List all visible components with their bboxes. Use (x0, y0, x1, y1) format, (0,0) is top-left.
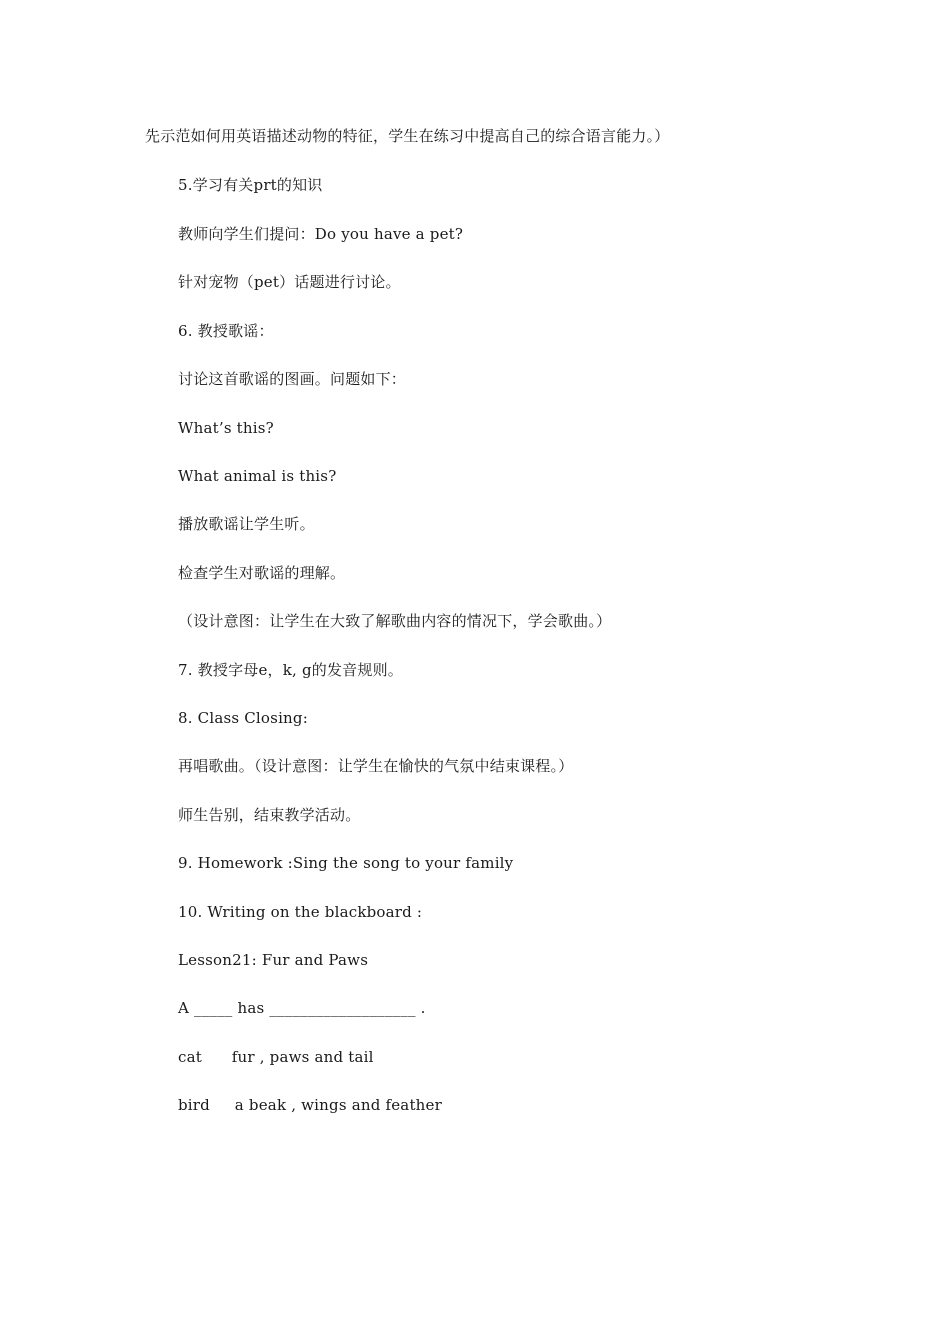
text-line-pet-discussion: 针对宠物（pet）话题进行讨论。 (178, 273, 401, 291)
text-line-question-2: What animal is this? (178, 467, 337, 485)
text-line-play-song: 播放歌谣让学生听。 (178, 515, 315, 533)
text-line-intro-continuation: 先示范如何用英语描述动物的特征，学生在练习中提高自己的综合语言能力。） (145, 127, 670, 145)
text-line-step-6: 6. 教授歌谣： (178, 322, 274, 340)
text-line-step-7: 7. 教授字母e，k, g的发音规则。 (178, 661, 403, 679)
text-line-step-8: 8. Class Closing: (178, 709, 308, 727)
text-line-lesson-title: Lesson21: Fur and Paws (178, 951, 369, 969)
text-line-step-5: 5.学习有关prt的知识 (178, 176, 323, 194)
text-line-design-intent-1: （设计意图：让学生在大致了解歌曲内容的情况下，学会歌曲。） (178, 612, 612, 630)
text-line-cat-example: cat fur , paws and tail (178, 1048, 374, 1066)
text-line-bird-example: bird a beak , wings and feather (178, 1096, 442, 1114)
text-line-teacher-question: 教师向学生们提问：Do you have a pet? (178, 225, 464, 243)
text-line-farewell: 师生告别，结束教学活动。 (178, 806, 361, 824)
text-line-step-10-blackboard: 10. Writing on the blackboard : (178, 903, 423, 921)
text-line-step-9-homework: 9. Homework :Sing the song to your family (178, 854, 514, 872)
text-line-question-1: What’s this? (178, 419, 274, 437)
text-line-discuss-picture: 讨论这首歌谣的图画。问题如下： (178, 370, 407, 388)
text-line-check-understanding: 检查学生对歌谣的理解。 (178, 564, 346, 582)
text-line-sentence-pattern: A _____ has ___________________ . (178, 999, 426, 1017)
text-line-sing-again: 再唱歌曲。（设计意图：让学生在愉快的气氛中结束课程。） (178, 757, 574, 775)
